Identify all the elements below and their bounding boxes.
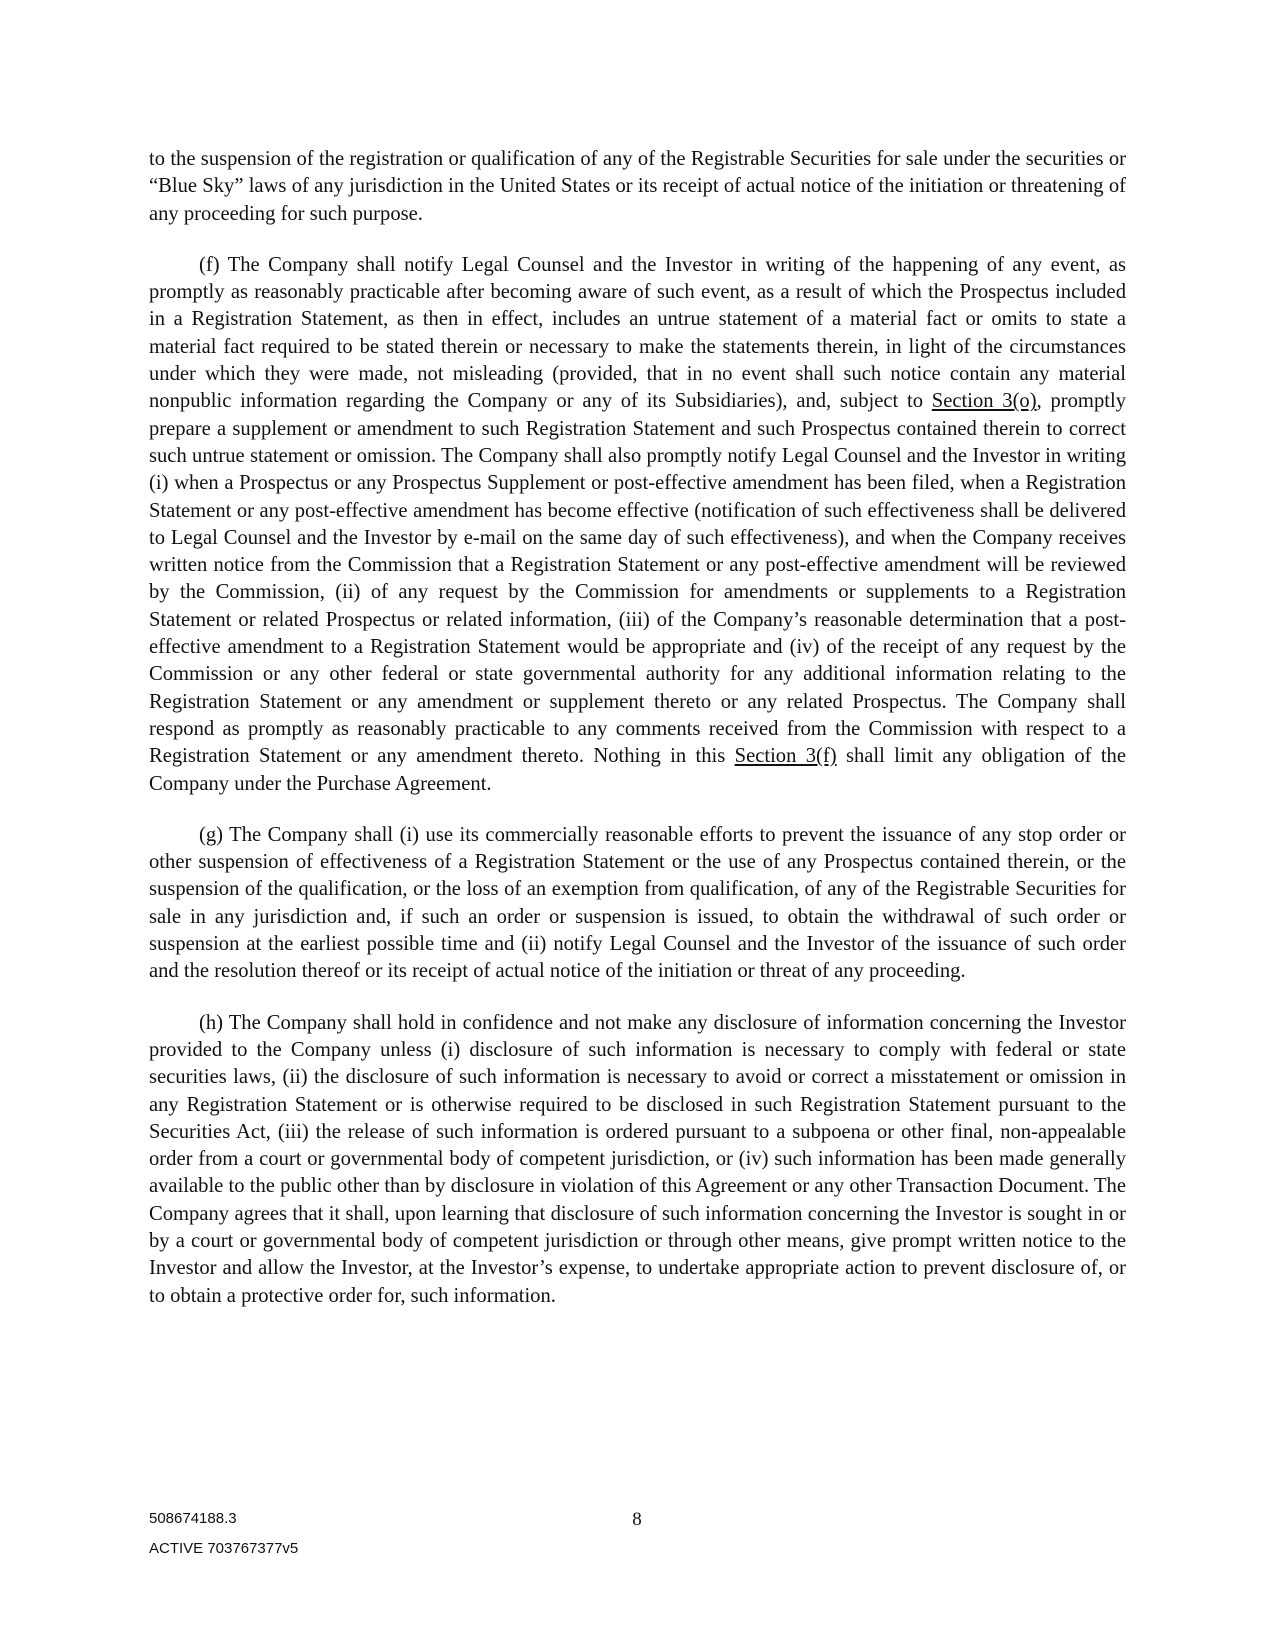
section-reference-3o: Section 3(o) bbox=[931, 390, 1037, 413]
footer-document-id: 508674188.3 bbox=[149, 1510, 237, 1527]
paragraph-f bbox=[149, 252, 1126, 798]
paragraph-f-text-1: (f) The Company shall notify Legal Counsel and the Investor in writing of the happening of any event, as promptly as reasonably practicable after becoming aware of such event, as a result of which the Prospectus included in a Registration Statement, as then in effect, includes an untrue statement of a material fact or omits to state a material fact required to be stated therein or necessary to make the statements therein, in light of the circumstances under which they were made, not misleading (provided, that in no event shall such notice contain any material nonpublic information regarding the Company or any of its Subsidiaries), and, subject to bbox=[149, 253, 1126, 413]
paragraph-g: (g) The Company shall (i) use its commercially reasonable efforts to prevent the issuance of any stop order or other suspension of effectiveness of a Registration Statement or the use of any Prospectus contained therein, or the suspension of the qualification, or the loss of an exemption from qualification, of any of the Registrable Securities for sale in any jurisdiction and, if such an order or suspension is issued, to obtain the withdrawal of such order or suspension at the earliest possible time and (ii) notify Legal Counsel and the Investor of the issuance of such order and the resolution thereof or its receipt of actual notice of the initiation or threat of any proceeding. bbox=[149, 823, 1126, 983]
paragraph-f-text-2: , promptly prepare a supplement or amendment to such Registration Statement and such Prospectus contained therein to correct such untrue statement or omission. The Company shall also promptly notify Legal Counsel and the Investor in writing (i) when a Prospectus or any Prospectus Supplement or post-effective amendment has been filed, when a Registration Statement or any post-effective amendment has become effective (notification of such effectiveness shall be delivered to Legal Counsel and the Investor by e-mail on the same day of such effectiveness), and when the Company receives written notice from the Commission that a Registration Statement or any post-effective amendment will be reviewed by the Commission, (ii) of any request by the Commission for amendments or supplements to a Registration Statement or related Prospectus or related information, (iii) of the Company’s reasonable determination that a post-effective amendment to a Registration Statement would be appropriate and (iv) of the receipt of any request by the Commission or any other federal or state governmental authority for any additional information relating to the Registration Statement or any amendment or supplement thereto or any related Prospectus. The Company shall respond as promptly as reasonably practicable to any comments received from the Commission with respect to a Registration Statement or any amendment thereto. Nothing in this bbox=[149, 390, 1126, 768]
section-reference-3f: Section 3(f) bbox=[734, 745, 837, 768]
document-body bbox=[149, 146, 1126, 1334]
page-number: 8 bbox=[632, 1509, 642, 1530]
footer-active-id: ACTIVE 703767377v5 bbox=[149, 1540, 299, 1557]
paragraph-continuation: to the suspension of the registration or qualification of any of the Registrable Securities for sale under the securities or “Blue Sky” laws of any jurisdiction in the United States or its receipt of actual notice of the initiation or threatening of any proceeding for such purpose. bbox=[149, 148, 1126, 225]
paragraph-f-text-3: shall limit any obligation of the Company under the Purchase Agreement. bbox=[149, 745, 1126, 795]
paragraph-h: (h) The Company shall hold in confidence and not make any disclosure of information concerning the Investor provided to the Company unless (i) disclosure of such information is necessary to comply with federal or state securities laws, (ii) the disclosure of such information is necessary to avoid or correct a misstatement or omission in any Registration Statement or is otherwise required to be disclosed in such Registration Statement pursuant to the Securities Act, (iii) the release of such information is ordered pursuant to a subpoena or other final, non-appealable order from a court or governmental body of competent jurisdiction, or (iv) such information has been made generally available to the public other than by disclosure in violation of this Agreement or any other Transaction Document. The Company agrees that it shall, upon learning that disclosure of such information concerning the Investor is sought in or by a court or governmental body of competent jurisdiction or through other means, give prompt written notice to the Investor and allow the Investor, at the Investor’s expense, to undertake appropriate action to prevent disclosure of, or to obtain a protective order for, such information. bbox=[149, 1011, 1126, 1307]
